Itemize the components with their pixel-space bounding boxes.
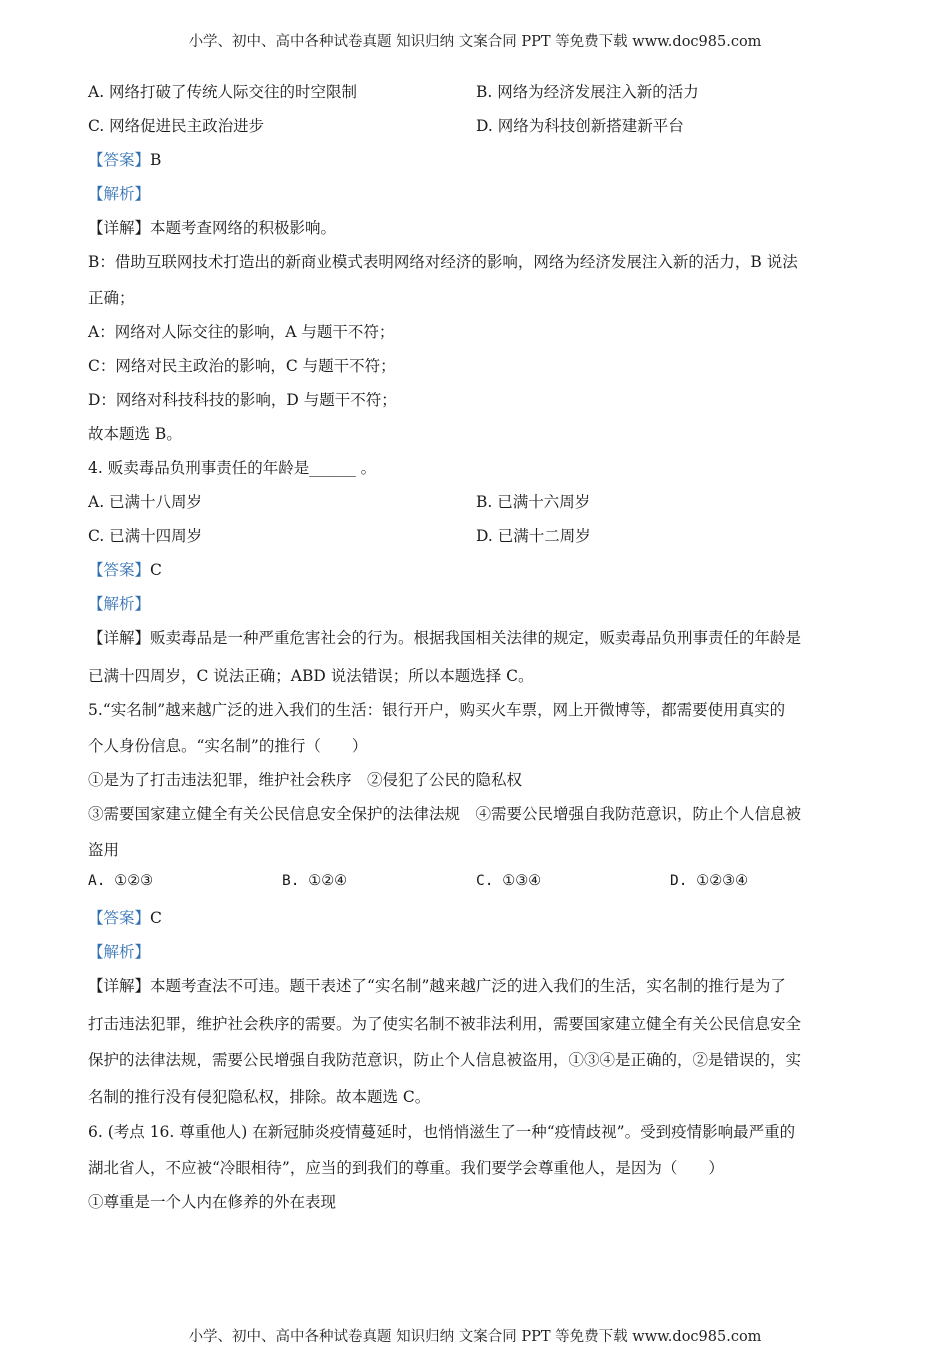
q4-answer [88, 558, 162, 580]
page-footer: 小学、初中、高中各种试卷真题 知识归纳 文案合同 PPT 等免费下载 www.doc985.com [188, 1329, 762, 1345]
q5-analysis-label: 【解析】 [88, 943, 151, 961]
q4-detail-2: 已满十四周岁，C 说法正确；ABD 说法错误；所以本题选择 C。 [88, 667, 534, 685]
detail-label: 【详解】 [88, 977, 151, 995]
q4-option-c: C. 已满十四周岁 [88, 527, 203, 545]
q3-line-b2: 正确； [88, 289, 135, 307]
q5-stem-2: 个人身份信息。“实名制”的推行（ ） [88, 737, 368, 755]
detail-text: 本题考查网络的积极影响。 [150, 219, 337, 237]
q3-line-c: C：网络对民主政治的影响，C 与题干不符； [88, 357, 396, 375]
q5-option-c: C. ①③④ [476, 873, 542, 889]
q4-stem: 4. 贩卖毒品负刑事责任的年龄是______ 。 [88, 459, 377, 477]
q3-line-d: D：网络对科技科技的影响，D 与题干不符； [88, 391, 397, 409]
q3-analysis-label: 【解析】 [88, 185, 151, 203]
q3-line-b1: B：借助互联网技术打造出的新商业模式表明网络对经济的影响，网络为经济发展注入新的活力，B 说法 [88, 253, 798, 271]
q3-line-a: A：网络对人际交往的影响，A 与题干不符； [88, 323, 395, 341]
q5-items-1: ①是为了打击违法犯罪，维护社会秩序 ②侵犯了公民的隐私权 [88, 771, 523, 789]
q5-option-b: B. ①②④ [282, 873, 348, 889]
q5-detail-2: 打击违法犯罪，维护社会秩序的需要。为了使实名制不被非法利用，需要国家建立健全有关公民信息安全 [88, 1015, 802, 1033]
q5-detail-1 [88, 974, 786, 996]
detail-label: 【详解】 [88, 629, 151, 647]
q6-item-1: ①尊重是一个人内在修养的外在表现 [88, 1193, 337, 1211]
q6-stem-1: 6. (考点 16. 尊重他人) 在新冠肺炎疫情蔓延时，也悄悄滋生了一种“疫情歧视”。受到疫情影响最严重的 [88, 1123, 796, 1141]
detail-text: 贩卖毒品是一种严重危害社会的行为。根据我国相关法律的规定，贩卖毒品负刑事责任的年龄是 [150, 629, 802, 647]
q5-option-a: A. ①②③ [88, 873, 154, 889]
q3-option-b: B. 网络为经济发展注入新的活力 [476, 83, 699, 101]
q4-detail-1 [88, 626, 801, 648]
q3-conclusion: 故本题选 B。 [88, 425, 182, 443]
answer-label: 【答案】 [88, 151, 151, 169]
q5-items-2: ③需要国家建立健全有关公民信息安全保护的法律法规 ④需要公民增强自我防范意识，防止个人信息被 [88, 805, 802, 823]
detail-text: 本题考查法不可违。题干表述了“实名制”越来越广泛的进入我们的生活，实名制的推行是为了 [150, 977, 786, 995]
q4-option-b: B. 已满十六周岁 [476, 493, 591, 511]
q3-detail [88, 216, 336, 238]
page-header: 小学、初中、高中各种试卷真题 知识归纳 文案合同 PPT 等免费下载 www.doc985.com [188, 34, 762, 50]
q5-detail-4: 名制的推行没有侵犯隐私权，排除。故本题选 C。 [88, 1088, 431, 1106]
q5-items-3: 盗用 [88, 841, 120, 859]
q5-detail-3: 保护的法律法规，需要公民增强自我防范意识，防止个人信息被盗用，①③④是正确的，②是错误的，实 [88, 1051, 802, 1069]
answer-value: C [150, 909, 162, 927]
q3-option-d: D. 网络为科技创新搭建新平台 [476, 117, 684, 135]
q4-analysis-label: 【解析】 [88, 595, 151, 613]
q3-answer [88, 148, 161, 170]
q3-option-a: A. 网络打破了传统人际交往的时空限制 [88, 83, 358, 101]
answer-label: 【答案】 [88, 561, 151, 579]
q6-stem-2: 湖北省人，不应被“冷眼相待”，应当的到我们的尊重。我们要学会尊重他人，是因为（ ） [88, 1159, 724, 1177]
q5-stem-1: 5.“实名制”越来越广泛的进入我们的生活：银行开户，购买火车票，网上开微博等，都需要使用真实的 [88, 701, 786, 719]
q5-answer [88, 906, 162, 928]
q4-option-a: A. 已满十八周岁 [88, 493, 203, 511]
answer-label: 【答案】 [88, 909, 151, 927]
answer-value: B [150, 151, 162, 169]
q4-option-d: D. 已满十二周岁 [476, 527, 591, 545]
answer-value: C [150, 561, 162, 579]
detail-label: 【详解】 [88, 219, 151, 237]
q5-option-d: D. ①②③④ [670, 873, 749, 889]
q3-option-c: C. 网络促进民主政治进步 [88, 117, 265, 135]
